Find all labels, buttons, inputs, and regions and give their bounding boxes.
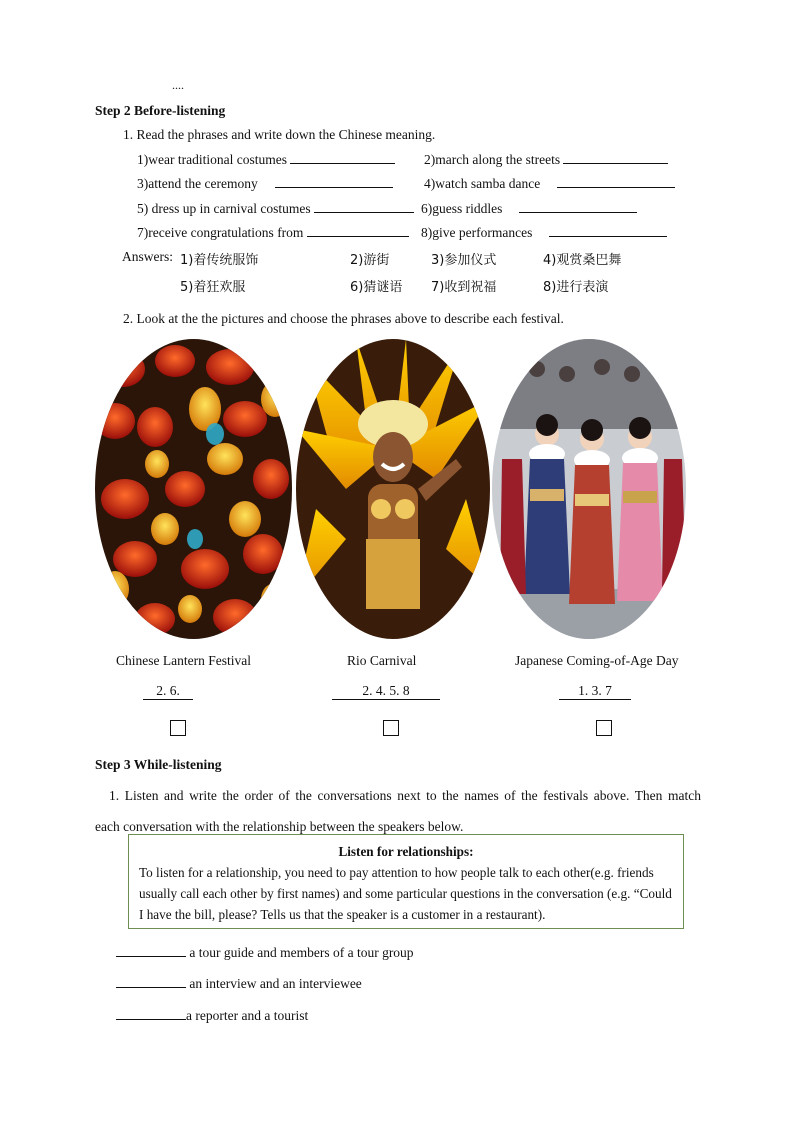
phrase-8: 8)give performances xyxy=(421,224,667,241)
step2-title: Step 2 Before-listening xyxy=(95,103,226,118)
phrase-5: 5) dress up in carnival costumes xyxy=(137,200,414,217)
relationship-2-blank[interactable] xyxy=(116,975,186,988)
answer-7: 7)收到祝福 xyxy=(431,280,497,295)
phrase-4: 4)watch samba dance xyxy=(424,175,675,192)
step2-question-1: 1. Read the phrases and write down the Chinese meaning. xyxy=(123,127,436,142)
phrase-2-blank[interactable] xyxy=(563,151,668,164)
answer-1: 1)着传统服饰 xyxy=(180,253,259,268)
answer-2: 2)游街 xyxy=(350,253,390,268)
answers-label: Answers: xyxy=(122,249,173,264)
answer-3: 3)参加仪式 xyxy=(431,253,497,268)
festival-name-rio: Rio Carnival xyxy=(347,653,417,668)
phrase-5-blank[interactable] xyxy=(314,200,414,213)
festival-answer-rio[interactable]: 2. 4. 5. 8 xyxy=(332,683,440,700)
tip-text: To listen for a relationship, you need to pay attention to how people talk to each other(e.g. friends usually call each other by first names) and some particular questions in the conversation (e.g. “Could I have the bill, please? Tells us that the speaker is a customer in a restaurant). xyxy=(139,865,672,922)
answer-4: 4)观赏桑巴舞 xyxy=(543,253,622,268)
kimono-girls-illustration xyxy=(492,339,686,639)
phrase-1: 1)wear traditional costumes xyxy=(137,151,395,168)
phrase-7-blank[interactable] xyxy=(307,224,409,237)
listening-tip-box xyxy=(128,834,684,929)
relationship-1: a tour guide and members of a tour group xyxy=(116,944,414,961)
relationship-2: an interview and an interviewee xyxy=(116,975,362,992)
answer-5: 5)着狂欢服 xyxy=(180,280,246,295)
lantern-festival-photo xyxy=(95,339,292,639)
checkbox-japan[interactable] xyxy=(596,720,612,736)
phrase-6-blank[interactable] xyxy=(519,200,637,213)
phrase-3-blank[interactable] xyxy=(275,175,393,188)
tip-title: Listen for relationships: xyxy=(338,844,474,859)
phrase-3: 3)attend the ceremony xyxy=(137,175,393,192)
festival-name-lantern: Chinese Lantern Festival xyxy=(116,653,251,668)
relationship-1-blank[interactable] xyxy=(116,944,186,957)
phrase-2: 2)march along the streets xyxy=(424,151,668,168)
phrase-1-blank[interactable] xyxy=(290,151,395,164)
top-dots: .... xyxy=(172,78,184,92)
festival-name-japan: Japanese Coming-of-Age Day xyxy=(515,653,679,668)
samba-dancer-illustration xyxy=(296,339,490,639)
relationship-3-blank[interactable] xyxy=(116,1007,186,1020)
phrase-7: 7)receive congratulations from xyxy=(137,224,409,241)
answer-6: 6)猜谜语 xyxy=(350,280,403,295)
festival-answer-japan[interactable]: 1. 3. 7 xyxy=(559,683,631,700)
festival-answer-lantern[interactable]: 2. 6. xyxy=(143,683,193,700)
step2-question-2: 2. Look at the the pictures and choose the phrases above to describe each festival. xyxy=(123,311,564,326)
checkbox-lantern[interactable] xyxy=(170,720,186,736)
relationship-3: a reporter and a tourist xyxy=(116,1007,308,1024)
phrase-6: 6)guess riddles xyxy=(421,200,637,217)
phrase-4-blank[interactable] xyxy=(557,175,675,188)
step3-instruction-line2: each conversation with the relationship between the speakers below. xyxy=(95,819,464,834)
coming-of-age-photo xyxy=(492,339,686,639)
lantern-illustration xyxy=(95,339,292,639)
answer-8: 8)进行表演 xyxy=(543,280,609,295)
checkbox-rio[interactable] xyxy=(383,720,399,736)
step3-instruction-line1: 1. Listen and write the order of the conversations next to the names of the festivals above. Then match xyxy=(109,788,701,803)
phrase-8-blank[interactable] xyxy=(549,224,667,237)
step3-title: Step 3 While-listening xyxy=(95,757,222,772)
rio-carnival-photo xyxy=(296,339,490,639)
